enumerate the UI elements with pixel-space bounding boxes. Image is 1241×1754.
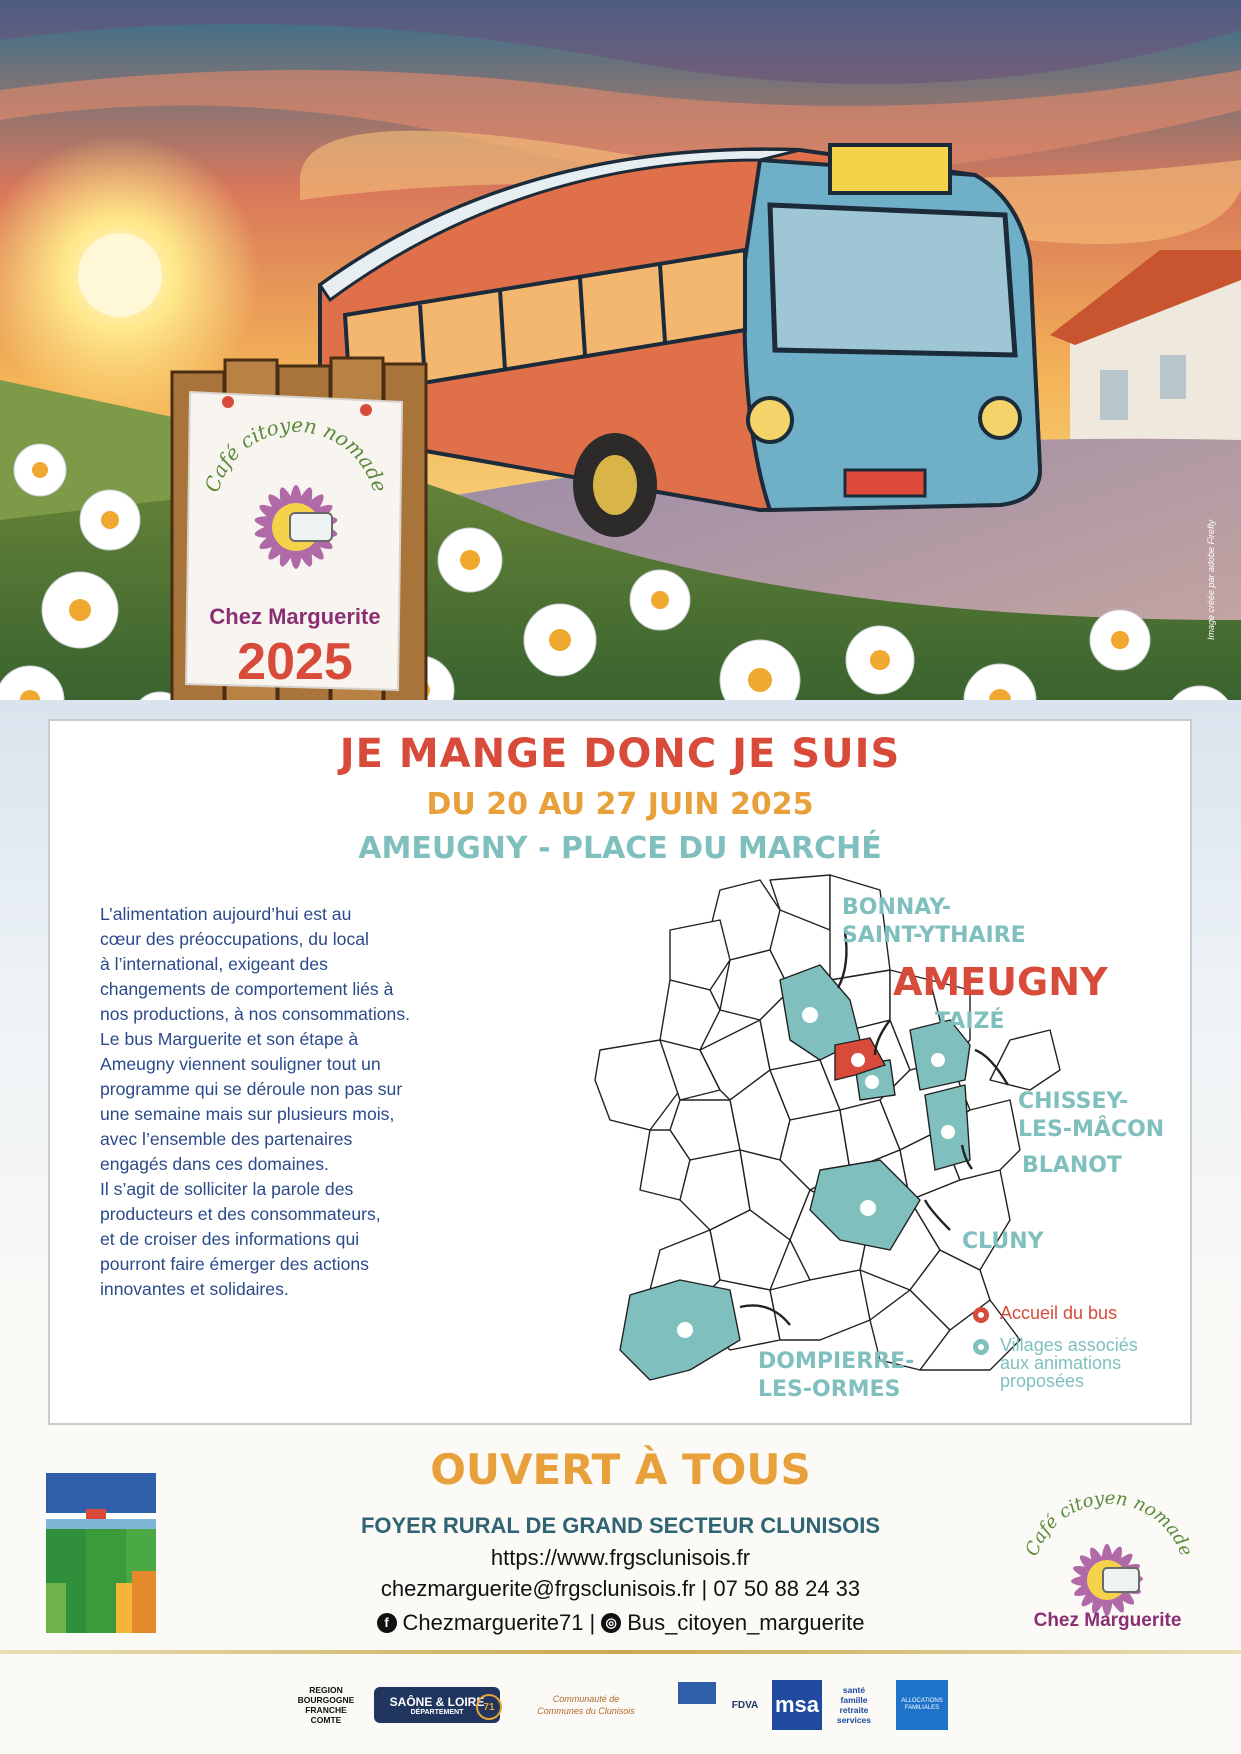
image-credit: Image créée par adobe Firefly: [1206, 519, 1216, 640]
intro-text: [100, 902, 470, 1302]
intro-line: engagés dans ces domaines.: [100, 1154, 329, 1174]
republic-flag-icon: [678, 1682, 716, 1704]
caf-logo: ALLOCATIONS FAMILIALES: [896, 1680, 948, 1730]
legend-host-label: Accueil du bus: [1000, 1303, 1118, 1323]
event-dates: DU 20 AU 27 JUIN 2025: [426, 787, 814, 822]
label-bonnay-2: SAINT-YTHAIRE: [842, 923, 1026, 948]
instagram-handle[interactable]: Bus_citoyen_marguerite: [627, 1610, 865, 1635]
clunisois-line: Communes du Clunisois: [537, 1706, 635, 1716]
legend-line: aux animations: [1000, 1353, 1122, 1373]
region-logo: [290, 1680, 362, 1730]
region-line: COMTE: [310, 1715, 342, 1725]
intro-line: producteurs et des consommateurs,: [100, 1204, 381, 1224]
daisy-logo-icon: [186, 392, 404, 602]
intro-line: pourront faire émerger des actions: [100, 1254, 369, 1274]
region-line: REGION: [309, 1685, 343, 1695]
legend-line: Villages associés: [1000, 1335, 1138, 1355]
saone-sub: DÉPARTEMENT: [410, 1708, 464, 1716]
host-flower-icon: [972, 1306, 990, 1324]
event-place: AMEUGNY - PLACE DU MARCHÉ: [358, 831, 882, 866]
footer-divider: [0, 1650, 1241, 1654]
intro-line: à l’international, exigeant des: [100, 954, 328, 974]
poster-logo: [186, 392, 404, 692]
msa-tag: santé: [842, 1685, 866, 1695]
legend-associated: [972, 1336, 1192, 1390]
label-ameugny: AMEUGNY: [893, 960, 1108, 1004]
svg-text:Café citoyen nomade: [200, 413, 392, 495]
website-link[interactable]: https://www.frgsclunisois.fr: [490, 1545, 751, 1570]
intro-line: Le bus Marguerite et son étape à: [100, 1029, 359, 1049]
poster-brand: Chez Marguerite: [209, 604, 381, 629]
label-dompierre-2: LES-ORMES: [758, 1377, 901, 1402]
saone-number: 71: [476, 1694, 502, 1720]
organization-name: FOYER RURAL DE GRAND SECTEUR CLUNISOIS: [360, 1513, 881, 1538]
facebook-handle[interactable]: Chezmarguerite71: [402, 1610, 584, 1635]
label-taize: TAIZÉ: [935, 1009, 1005, 1034]
poster-year: 2025: [237, 633, 353, 691]
label-blanot: BLANOT: [1022, 1153, 1122, 1178]
event-title: JE MANGE DONC JE SUIS: [339, 731, 901, 777]
clunisois-logo: [512, 1680, 660, 1730]
label-dompierre-1: DOMPIERRE-: [758, 1349, 915, 1374]
village-flower-icon: [972, 1338, 990, 1356]
instagram-icon: ◎: [601, 1613, 621, 1633]
legend-associated-label: [1000, 1336, 1138, 1390]
intro-line: L’alimentation aujourd’hui est au: [100, 904, 352, 924]
label-cluny: CLUNY: [962, 1229, 1044, 1254]
facebook-icon: f: [377, 1613, 397, 1633]
intro-line: cœur des préoccupations, du local: [100, 929, 369, 949]
saone-label: SAÔNE & LOIRE: [389, 1694, 485, 1709]
region-line: FRANCHE: [305, 1705, 347, 1715]
email-phone[interactable]: chezmarguerite@frgsclunisois.fr | 07 50 88 24 33: [380, 1576, 861, 1601]
intro-line: avec l’ensemble des partenaires: [100, 1129, 353, 1149]
partner-logos: [290, 1680, 970, 1730]
intro-line: Il s’agit de solliciter la parole des: [100, 1179, 354, 1199]
legend-host: [972, 1304, 1192, 1324]
legend-line: proposées: [1000, 1371, 1085, 1391]
poster-arc-text: Café citoyen nomade: [199, 412, 393, 495]
region-line: BOURGOGNE: [297, 1695, 355, 1705]
social-separator: |: [589, 1610, 596, 1635]
msa-logo: msa: [772, 1680, 822, 1730]
label-chissey-1: CHISSEY-: [1018, 1089, 1129, 1114]
label-bonnay-1: BONNAY-: [842, 895, 952, 920]
intro-line: Ameugny viennent souligner tout un: [100, 1054, 381, 1074]
msa-tag: services: [836, 1715, 872, 1725]
intro-line: changements de comportement liés à: [100, 979, 394, 999]
intro-line: une semaine mais sur plusieurs mois,: [100, 1104, 395, 1124]
right-logo-name: Chez Marguerite: [1033, 1610, 1182, 1631]
msa-tagline: [826, 1680, 882, 1730]
open-to-all: OUVERT À TOUS: [430, 1445, 811, 1494]
intro-line: et de croiser des informations qui: [100, 1229, 360, 1249]
fdva-logo: FDVA: [731, 1699, 759, 1711]
label-chissey-2: LES-MÂCON: [1018, 1117, 1165, 1142]
intro-line: innovantes et solidaires.: [100, 1279, 289, 1299]
right-logo-arc-text: Café citoyen nomade: [1021, 1487, 1197, 1560]
msa-tag: retraite: [839, 1705, 869, 1715]
map-legend: [972, 1304, 1192, 1402]
clunisois-line: Communauté de: [552, 1694, 620, 1704]
intro-line: programme qui se déroule non pas sur: [100, 1079, 403, 1099]
msa-tag: famille: [840, 1695, 868, 1705]
intro-line: nos productions, à nos consommations.: [100, 1004, 411, 1024]
